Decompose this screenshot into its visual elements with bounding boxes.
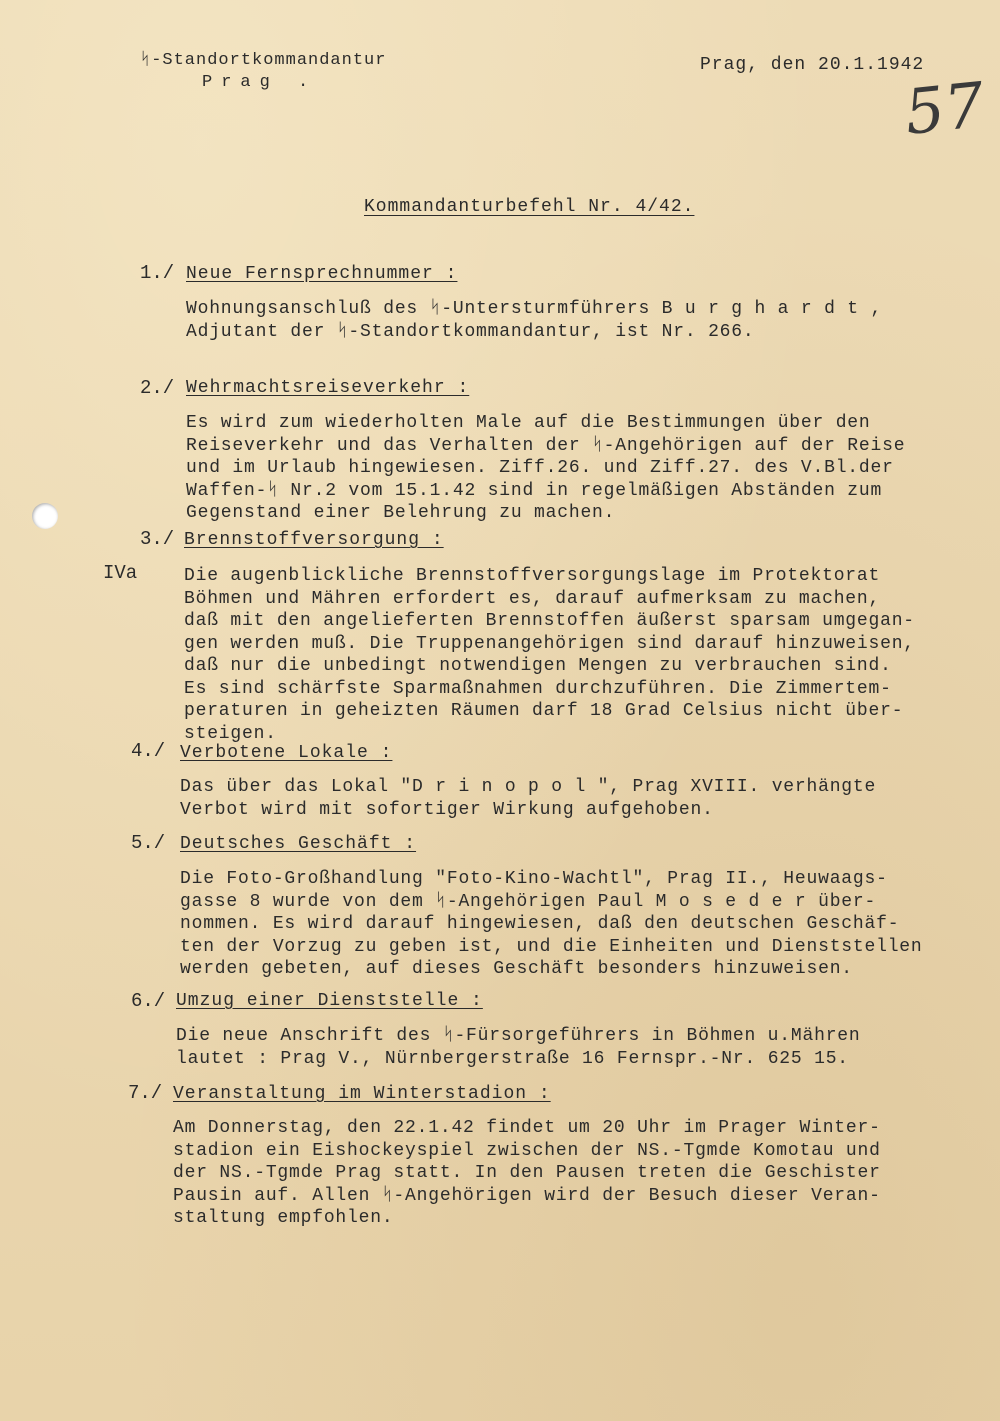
section-heading: Umzug einer Dienststelle :: [176, 991, 483, 1011]
body-line: Wohnungsanschluß des ᛋ-Untersturmführers B u r g h a r d t ,: [186, 299, 883, 319]
margin-note: IVa: [103, 562, 138, 584]
body-line: staltung empfohlen.: [173, 1208, 394, 1228]
body-line: Adjutant der ᛋ-Standortkommandantur, ist Nr. 266.: [186, 321, 755, 342]
section-heading: Deutsches Geschäft :: [180, 834, 417, 854]
body-line: daß mit den angelieferten Brennstoffen äußerst sparsam umgegan-: [184, 611, 915, 631]
body-line: und im Urlaub hingewiesen. Ziff.26. und Ziff.27. des V.Bl.der: [186, 458, 894, 478]
body-line: Böhmen und Mähren erfordert es, darauf aufmerksam zu machen,: [184, 588, 881, 609]
section-number: 3./: [140, 528, 175, 550]
document-title: Kommandanturbefehl Nr. 4/42.: [364, 197, 695, 217]
body-line: ten der Vorzug zu geben ist, und die Einheiten und Dienststellen: [180, 936, 923, 957]
body-line: Verbot wird mit sofortiger Wirkung aufgehoben.: [180, 799, 714, 820]
body-line: steigen.: [184, 723, 277, 744]
section-body: [176, 1025, 861, 1070]
body-line: Pausin auf. Allen ᛋ-Angehörigen wird der Besuch dieser Veran-: [173, 1185, 881, 1206]
section-body: [186, 298, 882, 343]
body-line: Reiseverkehr und das Verhalten der ᛋ-Angehörigen auf der Reise: [186, 435, 906, 456]
issuing-city: Prag .: [202, 73, 318, 92]
section-number: 5./: [131, 832, 166, 854]
section-body: [180, 776, 876, 821]
body-line: Gegenstand einer Belehrung zu machen.: [186, 503, 616, 523]
body-line: der NS.-Tgmde Prag statt. In den Pausen treten die Geschister: [173, 1163, 881, 1183]
section-heading: Veranstaltung im Winterstadion :: [173, 1084, 551, 1104]
section-heading: Brennstoffversorgung :: [184, 530, 444, 550]
punch-hole: [32, 503, 58, 529]
section-number: 7./: [128, 1082, 163, 1104]
section-body: [186, 412, 905, 525]
section-heading: Verbotene Lokale :: [180, 743, 393, 763]
body-line: Die neue Anschrift des ᛋ-Fürsorgeführers in Böhmen u.Mähren: [176, 1026, 861, 1046]
body-line: daß nur die unbedingt notwendigen Mengen zu verbrauchen sind.: [184, 656, 892, 676]
body-line: Die augenblickliche Brennstoffversorgungslage im Protektorat: [184, 566, 881, 586]
place-and-date: Prag, den 20.1.1942: [700, 55, 925, 75]
section-body: [173, 1117, 881, 1230]
body-line: nommen. Es wird darauf hingewiesen, daß den deutschen Geschäf-: [180, 914, 900, 934]
body-line: peraturen in geheizten Räumen darf 18 Grad Celsius nicht über-: [184, 701, 904, 721]
section-number: 4./: [131, 740, 166, 762]
body-line: Es wird zum wiederholten Male auf die Bestimmungen über den: [186, 413, 871, 433]
body-line: gasse 8 wurde von dem ᛋ-Angehörigen Paul M o s e d e r über-: [180, 891, 877, 912]
section-body: [184, 565, 915, 745]
section-number: 6./: [131, 990, 166, 1012]
body-line: Am Donnerstag, den 22.1.42 findet um 20 Uhr im Prager Winter-: [173, 1118, 881, 1138]
body-line: gen werden muß. Die Truppenangehörigen sind darauf hinzuweisen,: [184, 633, 915, 654]
section-number: 1./: [140, 262, 175, 284]
section-heading: Neue Fernsprechnummer :: [186, 264, 458, 284]
body-line: Das über das Lokal "D r i n o p o l ", Prag XVIII. verhängte: [180, 777, 877, 797]
issuing-unit: ᛋ-Standortkommandantur: [140, 51, 387, 70]
body-line: werden gebeten, auf dieses Geschäft besonders hinzuweisen.: [180, 959, 853, 979]
letterhead: [140, 50, 386, 94]
body-line: stadion ein Eishockeyspiel zwischen der NS.-Tgmde Komotau und: [173, 1140, 881, 1161]
section-heading: Wehrmachtsreiseverkehr :: [186, 378, 470, 398]
body-line: Es sind schärfste Sparmaßnahmen durchzuführen. Die Zimmertem-: [184, 678, 892, 699]
handwritten-folio-number: 57: [901, 68, 988, 149]
section-body: [180, 868, 923, 981]
section-number: 2./: [140, 377, 175, 399]
body-line: Waffen-ᛋ Nr.2 vom 15.1.42 sind in regelmäßigen Abständen zum: [186, 480, 883, 501]
body-line: Die Foto-Großhandlung "Foto-Kino-Wachtl", Prag II., Heuwaags-: [180, 869, 888, 889]
body-line: lautet : Prag V., Nürnbergerstraße 16 Fernspr.-Nr. 625 15.: [176, 1048, 849, 1069]
